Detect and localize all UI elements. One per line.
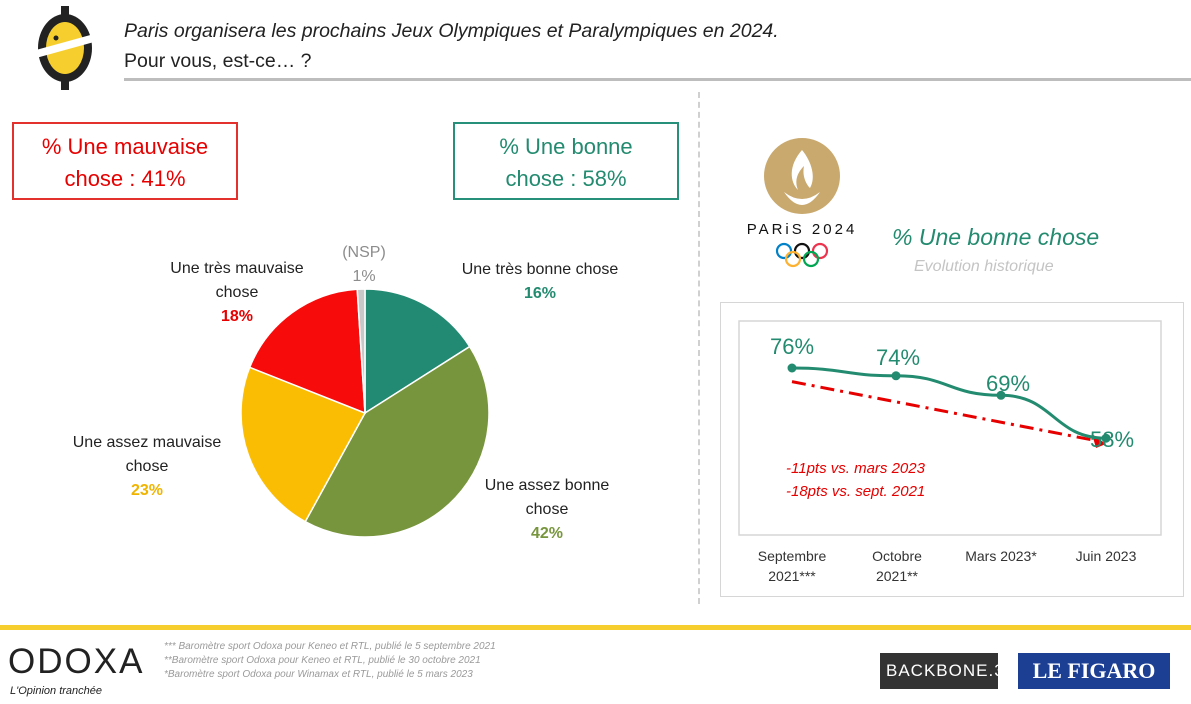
pie-label-fairly-bad-name-1: Une assez mauvaise bbox=[72, 434, 222, 451]
pie-label-very-bad-name-1: Une très mauvaise bbox=[170, 260, 304, 277]
question-line-1: Paris organisera les prochains Jeux Olympiques et Paralympiques en 2024. bbox=[124, 20, 779, 42]
paris-2024-logo-text: PARiS 2024 bbox=[746, 221, 858, 238]
source-note-2: **Baromètre sport Odoxa pour Keneo et RTL, publié le 30 octobre 2021 bbox=[164, 655, 481, 666]
series-point-0 bbox=[788, 364, 797, 373]
pie-label-fairly-bad-value: 23% bbox=[130, 482, 164, 499]
pie-label-fairly-good-name-2: chose bbox=[525, 501, 569, 518]
trend-annotation-line-1: -11pts vs. mars 2023 bbox=[786, 460, 925, 477]
history-title: % Une bonne chose bbox=[892, 224, 1100, 250]
pie-label-very-bad-name-2: chose bbox=[215, 284, 259, 301]
x-tick-label-3-line-1: Juin 2023 bbox=[1075, 548, 1137, 564]
trend-line bbox=[792, 382, 1098, 441]
pie-label-fairly-bad-name-2: chose bbox=[125, 458, 169, 475]
series-line bbox=[792, 368, 1106, 438]
pie-label-nsp-name: (NSP) bbox=[342, 244, 386, 261]
history-value-label-3: 58% bbox=[1090, 427, 1135, 452]
series-point-1 bbox=[892, 371, 901, 380]
pie-label-nsp-value: 1% bbox=[352, 268, 376, 285]
pie-label-very-bad-value: 18% bbox=[220, 308, 254, 325]
source-notes bbox=[164, 640, 496, 682]
bad-summary-line-2: chose : 41% bbox=[64, 166, 186, 191]
history-value-label-0: 76% bbox=[770, 334, 815, 359]
trend-annotation-line-2: -18pts vs. sept. 2021 bbox=[786, 483, 926, 500]
good-summary-line-1: % Une bonne bbox=[499, 134, 633, 159]
odoxa-logo: ODOXA bbox=[8, 642, 145, 681]
footer-divider bbox=[0, 625, 1191, 630]
pie-label-very-good-name: Une très bonne chose bbox=[461, 261, 619, 278]
le-figaro-logo: LE FIGARO bbox=[1018, 653, 1170, 689]
history-subtitle: Evolution historique bbox=[914, 258, 1054, 275]
history-value-label-1: 74% bbox=[876, 345, 921, 370]
good-summary-line-2: chose : 58% bbox=[505, 166, 627, 191]
x-tick-label-2-line-1: Mars 2023* bbox=[965, 548, 1037, 564]
backbone-logo: BACKBONE.3 bbox=[880, 653, 998, 689]
odoxa-tagline: L'Opinion tranchée bbox=[10, 685, 102, 697]
bad-summary-line-1: % Une mauvaise bbox=[41, 134, 209, 159]
x-tick-label-0-line-1: Septembre bbox=[757, 548, 827, 564]
pie-label-fairly-good-name-1: Une assez bonne bbox=[484, 477, 610, 494]
source-note-3: *Baromètre sport Odoxa pour Winamax et RTL, publié le 5 mars 2023 bbox=[164, 669, 473, 680]
x-tick-label-2 bbox=[951, 546, 1051, 566]
x-tick-label-1-line-2: 2021** bbox=[875, 568, 919, 584]
question-line-2: Pour vous, est-ce… ? bbox=[124, 50, 312, 72]
x-tick-label-0 bbox=[742, 546, 842, 586]
history-value-label-2: 69% bbox=[986, 371, 1031, 396]
x-tick-label-1-line-1: Octobre bbox=[872, 548, 922, 564]
x-tick-label-1 bbox=[847, 546, 947, 586]
trend-annotation bbox=[786, 457, 925, 503]
pie-label-fairly-good-value: 42% bbox=[530, 525, 564, 542]
x-tick-label-0-line-2: 2021*** bbox=[768, 568, 816, 584]
pie-label-very-good-value: 16% bbox=[523, 285, 557, 302]
x-tick-label-3 bbox=[1056, 546, 1156, 566]
source-note-1: *** Baromètre sport Odoxa pour Keneo et RTL, publié le 5 septembre 2021 bbox=[164, 641, 496, 652]
